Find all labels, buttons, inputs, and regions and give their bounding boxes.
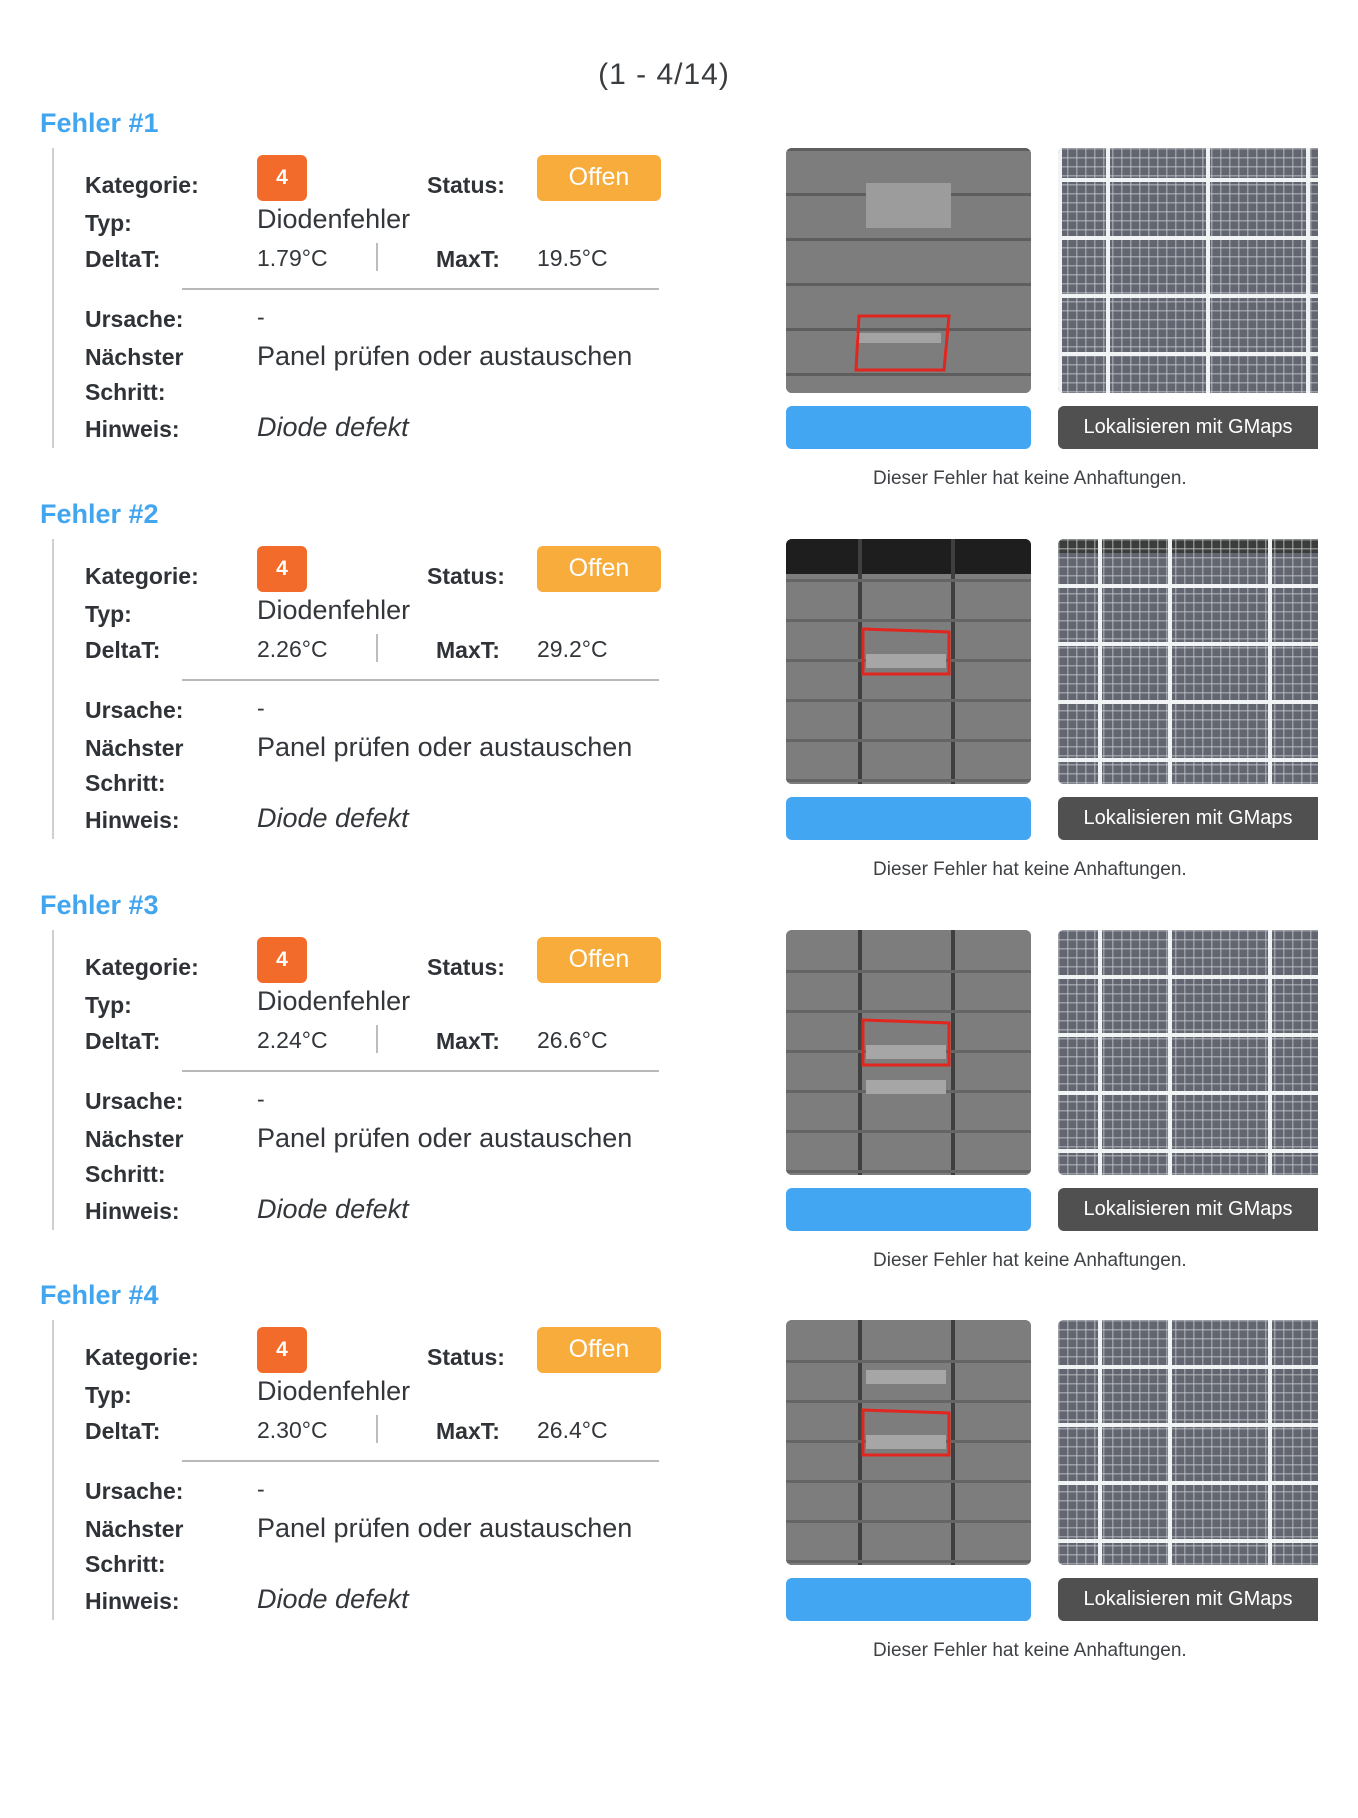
typ-value: Diodenfehler [257, 986, 411, 1016]
thermal-image[interactable] [786, 539, 1031, 784]
typ-value: Diodenfehler [257, 1376, 411, 1406]
hinweis-value: Diode defekt [257, 803, 409, 833]
fault-card [0, 499, 1358, 889]
thermal-image-button[interactable] [786, 1578, 1031, 1621]
kategorie-label: Kategorie: [85, 172, 199, 198]
thermal-image[interactable] [786, 930, 1031, 1175]
category-badge: 4 [257, 1327, 307, 1373]
fault-details [52, 148, 694, 448]
deltat-label: DeltaT: [85, 637, 161, 663]
status-badge: Offen [537, 937, 661, 983]
deltat-value: 1.79°C [257, 245, 328, 271]
ursache-value: - [257, 1086, 265, 1112]
fault-card [0, 108, 1358, 498]
fault-card [0, 890, 1358, 1280]
ursache-label: Ursache: [85, 697, 184, 723]
deltat-value: 2.24°C [257, 1027, 328, 1053]
ursache-value: - [257, 1476, 265, 1502]
status-label: Status: [427, 172, 505, 198]
gmaps-button[interactable]: Lokalisieren mit GMaps [1058, 406, 1318, 449]
gmaps-button[interactable]: Lokalisieren mit GMaps [1058, 797, 1318, 840]
hinweis-value: Diode defekt [257, 412, 409, 442]
kategorie-label: Kategorie: [85, 563, 199, 589]
schritt-label: Schritt: [85, 770, 166, 796]
maxt-label: MaxT: [436, 1418, 500, 1444]
fault-details [52, 1320, 694, 1620]
maxt-label: MaxT: [436, 637, 500, 663]
ursache-value: - [257, 304, 265, 330]
typ-label: Typ: [85, 210, 132, 236]
no-attachments-note: Dieser Fehler hat keine Anhaftungen. [873, 1250, 1187, 1271]
status-badge: Offen [537, 1327, 661, 1373]
naechster-label: Nächster [85, 1126, 184, 1152]
kategorie-label: Kategorie: [85, 954, 199, 980]
kategorie-label: Kategorie: [85, 1344, 199, 1370]
fault-details [52, 539, 694, 839]
status-label: Status: [427, 563, 505, 589]
section-divider [182, 1070, 659, 1072]
maxt-value: 19.5°C [537, 245, 608, 271]
status-label: Status: [427, 954, 505, 980]
ursache-value: - [257, 695, 265, 721]
category-badge: 4 [257, 546, 307, 592]
fault-card [0, 1280, 1358, 1670]
divider [376, 243, 378, 271]
category-badge: 4 [257, 937, 307, 983]
aerial-photo[interactable] [1058, 1320, 1318, 1565]
thermal-image-button[interactable] [786, 1188, 1031, 1231]
hinweis-label: Hinweis: [85, 416, 180, 442]
schritt-label: Schritt: [85, 1161, 166, 1187]
naechster-label: Nächster [85, 1516, 184, 1542]
status-badge: Offen [537, 546, 661, 592]
section-divider [182, 679, 659, 681]
no-attachments-note: Dieser Fehler hat keine Anhaftungen. [873, 468, 1187, 489]
next-step-value: Panel prüfen oder austauschen [257, 1513, 633, 1543]
next-step-value: Panel prüfen oder austauschen [257, 732, 633, 762]
typ-label: Typ: [85, 601, 132, 627]
typ-label: Typ: [85, 1382, 132, 1408]
deltat-value: 2.30°C [257, 1417, 328, 1443]
maxt-label: MaxT: [436, 1028, 500, 1054]
hinweis-value: Diode defekt [257, 1584, 409, 1614]
deltat-value: 2.26°C [257, 636, 328, 662]
ursache-label: Ursache: [85, 1478, 184, 1504]
gmaps-button[interactable]: Lokalisieren mit GMaps [1058, 1578, 1318, 1621]
aerial-photo[interactable] [1058, 539, 1318, 784]
fault-title: Fehler #4 [40, 1280, 159, 1310]
ursache-label: Ursache: [85, 306, 184, 332]
divider [376, 634, 378, 662]
pager: (1 - 4/14) [598, 58, 730, 91]
next-step-value: Panel prüfen oder austauschen [257, 341, 633, 371]
fault-title: Fehler #2 [40, 499, 159, 529]
naechster-label: Nächster [85, 344, 184, 370]
thermal-image[interactable] [786, 148, 1031, 393]
hinweis-label: Hinweis: [85, 807, 180, 833]
aerial-photo[interactable] [1058, 930, 1318, 1175]
typ-value: Diodenfehler [257, 204, 411, 234]
no-attachments-note: Dieser Fehler hat keine Anhaftungen. [873, 1640, 1187, 1661]
thermal-image-button[interactable] [786, 797, 1031, 840]
maxt-value: 26.6°C [537, 1027, 608, 1053]
no-attachments-note: Dieser Fehler hat keine Anhaftungen. [873, 859, 1187, 880]
status-label: Status: [427, 1344, 505, 1370]
gmaps-button[interactable]: Lokalisieren mit GMaps [1058, 1188, 1318, 1231]
fault-details [52, 930, 694, 1230]
deltat-label: DeltaT: [85, 1418, 161, 1444]
status-badge: Offen [537, 155, 661, 201]
section-divider [182, 1460, 659, 1462]
schritt-label: Schritt: [85, 379, 166, 405]
deltat-label: DeltaT: [85, 1028, 161, 1054]
next-step-value: Panel prüfen oder austauschen [257, 1123, 633, 1153]
aerial-photo[interactable] [1058, 148, 1318, 393]
thermal-image[interactable] [786, 1320, 1031, 1565]
hinweis-label: Hinweis: [85, 1198, 180, 1224]
divider [376, 1415, 378, 1443]
typ-label: Typ: [85, 992, 132, 1018]
maxt-value: 26.4°C [537, 1417, 608, 1443]
naechster-label: Nächster [85, 735, 184, 761]
hinweis-label: Hinweis: [85, 1588, 180, 1614]
section-divider [182, 288, 659, 290]
maxt-value: 29.2°C [537, 636, 608, 662]
fault-title: Fehler #1 [40, 108, 159, 138]
maxt-label: MaxT: [436, 246, 500, 272]
thermal-image-button[interactable] [786, 406, 1031, 449]
category-badge: 4 [257, 155, 307, 201]
ursache-label: Ursache: [85, 1088, 184, 1114]
fault-title: Fehler #3 [40, 890, 159, 920]
divider [376, 1025, 378, 1053]
typ-value: Diodenfehler [257, 595, 411, 625]
deltat-label: DeltaT: [85, 246, 161, 272]
schritt-label: Schritt: [85, 1551, 166, 1577]
hinweis-value: Diode defekt [257, 1194, 409, 1224]
